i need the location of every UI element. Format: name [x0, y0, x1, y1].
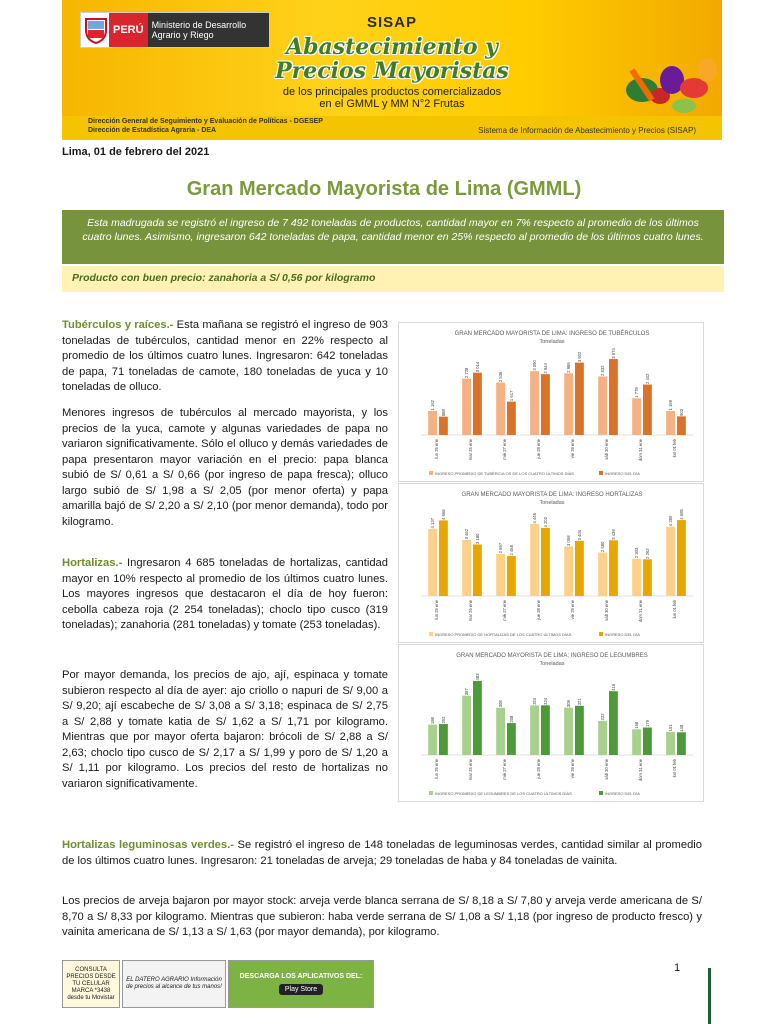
chart-data-label: 3 090: [532, 360, 538, 371]
chart-data-label: 151: [668, 724, 674, 732]
system-label: Sistema de Información de Abastecimiento y Precios (SISAP): [478, 126, 696, 135]
chart-data-label: 321: [576, 698, 582, 706]
chart-data-label: 308: [498, 700, 504, 708]
chart-category-label: dom 31 ene: [638, 759, 643, 782]
chart-category-label: mié 27 ene: [502, 439, 507, 460]
chart-bar: [428, 529, 437, 596]
chart-category-label: lun 01 feb: [672, 759, 677, 778]
sms-consult-ad[interactable]: CONSULTA PRECIOS DESDE TU CELULAR MARCA *3438 desde tu Movistar: [62, 960, 120, 1008]
chart-category-label: mar 26 ene: [468, 600, 473, 622]
chart-data-label: 2 303: [634, 547, 640, 559]
chart-data-label: 168: [634, 721, 640, 729]
vegetables-illustration: [612, 30, 722, 120]
chart-bar: [473, 373, 482, 435]
chart-bar: [507, 556, 516, 596]
chart-data-label: 2 468: [508, 545, 514, 556]
chart-bar: [428, 411, 437, 435]
chart-bar: [496, 383, 505, 435]
chart-data-label: 1 617: [508, 390, 514, 402]
chart-bar: [666, 527, 675, 596]
chart-data-label: 3 462: [464, 528, 470, 540]
chart-data-label: 888: [440, 409, 446, 417]
sisap-label: SISAP: [366, 14, 417, 31]
chart-bar: [564, 373, 573, 435]
chart-bar: [530, 524, 539, 596]
chart-bar: [666, 411, 675, 435]
chart-data-label: 2 680: [600, 541, 606, 553]
chart-legumbres: [398, 644, 704, 802]
chart-category-label: vie 29 ene: [570, 439, 575, 459]
chart-category-label: lun 25 ene: [434, 600, 439, 620]
chart-data-label: 2 944: [542, 363, 548, 374]
chart-title: GRAN MERCADO MAYORISTA DE LIMA: INGRESO DE TUBÉRCULOS: [454, 331, 650, 337]
intro-summary: Esta madrugada se registró el ingreso de 7 492 toneladas de productos, cantidad mayor en 7% respecto al promedio de los últimos cuatro lunes. Asimismo, ingresaron 642 toneladas de papa, cantidad menor en 25% respecto al promedio de los últimos cuatro lunes.: [62, 210, 724, 264]
chart-category-label: dom 31 ene: [638, 600, 643, 623]
chart-data-label: 2 536: [498, 371, 504, 383]
chart-bar: [609, 359, 618, 435]
chart-category-label: mié 27 ene: [502, 600, 507, 621]
chart-bar: [632, 559, 641, 596]
chart-bar: [575, 541, 584, 596]
chart-data-label: 3 674: [610, 348, 616, 359]
header-banner: [62, 0, 722, 140]
chart-data-label: 4 446: [532, 512, 538, 524]
peru-label: PERÚ: [109, 13, 148, 47]
chart-bar: [439, 724, 448, 755]
chart-bar: [598, 721, 607, 755]
tuberculos-prices-paragraph: Menores ingresos de tubérculos al mercado mayorista, y los precios de la yuca, camote y algunas variedades de papa no variaron significativamente. Sólo el olluco y demás variedades de papa presentaron mayor variación en el precio: papa blanca subió de S/ 0,61 a S/ 0,66 (por ingreso de papa fresca); olluco largo subió de S/ 1,98 a S/ 2,05 (por menor oferta) y papa amarilla bajó de S/ 2,20 a S/ 2,10 (por menor demanda), todo por kilogramo.: [62, 407, 388, 528]
app-download-ad[interactable]: [228, 960, 374, 1008]
chart-data-label: 324: [542, 697, 548, 705]
chart-bar: [598, 376, 607, 435]
legend-label: INGRESO PROMEDIO DE HORTALIZAS DE LOS CUATRO ÚLTIMOS DÍAS: [435, 632, 572, 637]
chart-bar: [632, 729, 641, 755]
chart-bar: [677, 732, 686, 755]
dgesep-label: Dirección General de Seguimiento y Evaluación de Políticas - DGESEP Dirección de Estadística Agraria - DEA: [88, 118, 323, 134]
chart-data-label: 202: [440, 716, 446, 724]
play-store-button[interactable]: Play Store: [279, 984, 323, 995]
chart-data-label: 2 597: [498, 542, 504, 554]
chart-data-label: 198: [430, 717, 436, 725]
chart-hortalizas: [398, 483, 704, 643]
chart-data-label: 1 162: [430, 400, 436, 411]
chart-bar: [632, 398, 641, 435]
chart-data-label: 903: [678, 408, 684, 416]
legend-swatch: [429, 632, 433, 636]
legend-label: INGRESO DEL DÍA: [605, 791, 640, 796]
legend-label: INGRESO PROMEDIO DE LEGUMBRES DE LOS CUATRO ÚLTIMOS DÍAS: [435, 791, 572, 796]
chart-bar: [439, 417, 448, 435]
hortalizas-prices-paragraph: Por mayor demanda, los precios de ajo, ají, espinaca y tomate subieron respecto al día de ayer: ajo criollo o napuri de S/ 9,00 a S/ 9,20; ají escabeche de S/ 3,08 a S/ 3,18; espinaca de S/ 2,75 a S/ 2,88 y tomate katia de S/ 1,62 a S/ 1,71 por kilogramo. Mientras que por mayor oferta bajaron: brócoli de S/ 2,88 a S/ 2,63; choclo tipo cusco de S/ 2,17 a S/ 1,99 y poro de S/ 1,20 a S/ 1,11 por kilogramo. Los precios del resto de hortalizas no variaron significativamente.: [62, 669, 388, 790]
chart-title: GRAN MERCADO MAYORISTA DE LIMA: INGRESO HORTALIZAS: [461, 492, 643, 498]
chart-category-label: vie 29 ene: [570, 759, 575, 779]
ministry-label: Ministerio de Desarrollo Agrario y Riego: [148, 13, 269, 47]
footer-ads: [62, 960, 374, 1008]
chart-bar: [677, 520, 686, 596]
chart-data-label: 3 014: [474, 361, 480, 373]
chart-bar: [643, 559, 652, 596]
chart-data-label: 387: [464, 688, 470, 696]
legend-swatch: [429, 791, 433, 795]
chart-bar: [473, 544, 482, 596]
chart-data-label: 4 685: [678, 509, 684, 520]
leguminosas-prices-paragraph: Los precios de arveja bajaron por mayor stock: arveja verde blanca serrana de S/ 8,18 a S/ 7,80 y arveja verde americana de S/ 8,70 a S/ 8,33 por kilogramo. Mientras que subieron: haba verde serrana de S/ 1,08 a S/ 1,18 (por ingreso de producto fresco) y vainita americana de S/ 1,13 a S/ 1,63 (por mayor demanda), por kilogramo.: [62, 895, 702, 938]
chart-data-label: 324: [532, 697, 538, 705]
chart-title: GRAN MERCADO MAYORISTA DE LIMA; INGRESO DE LEGUMBRES: [456, 653, 648, 659]
chart-bar: [564, 708, 573, 755]
chart-data-label: 4 280: [668, 515, 674, 527]
legend-swatch: [599, 471, 603, 475]
chart-data-label: 4 137: [430, 517, 436, 529]
chart-bar: [473, 681, 482, 755]
legend-swatch: [599, 632, 603, 636]
banner-title-line1: Abastecimiento y: [286, 34, 498, 60]
chart-bar: [507, 723, 516, 755]
chart-category-label: sáb 30 ene: [604, 439, 609, 460]
tuberculos-heading: Tubérculos y raíces.-: [62, 319, 174, 331]
chart-bar: [439, 520, 448, 596]
chart-category-label: lun 25 ene: [434, 759, 439, 779]
chart-category-label: sáb 30 ene: [604, 759, 609, 780]
chart-bar: [541, 705, 550, 755]
hortalizas-paragraph: Hortalizas.- Ingresaron 4 685 toneladas de hortalizas, cantidad mayor en 10% respecto al promedio de los últimos cuatro lunes. Los mayores ingresos que destacaron el día de hoy fueron: cebolla cabeza roja (2 254 toneladas); choclo tipo cusco (319 toneladas); zanahoria (281 toneladas) y tomate (253 toneladas).: [62, 557, 388, 631]
legend-swatch: [429, 471, 433, 475]
chart-bar: [496, 708, 505, 755]
chart-data-label: 3 439: [610, 529, 616, 540]
report-date: Lima, 01 de febrero del 2021: [62, 146, 210, 158]
chart-data-label: 483: [474, 673, 480, 681]
chart-bar: [541, 374, 550, 435]
legend-label: INGRESO DEL DÍA: [605, 632, 640, 637]
legend-swatch: [599, 791, 603, 795]
chart-data-label: 2 262: [644, 548, 650, 559]
chart-bar: [643, 728, 652, 755]
page-number: 1: [674, 962, 681, 974]
chart-data-label: 179: [644, 720, 650, 728]
chart-data-label: 3 404: [576, 529, 582, 541]
chart-category-label: mié 27 ene: [502, 759, 507, 780]
chart-category-label: jue 28 ene: [536, 759, 541, 779]
chart-data-label: 1 159: [668, 400, 674, 411]
banner-subtitle-2: en el GMML y MM N°2 Frutas: [319, 98, 465, 110]
chart-bar: [609, 540, 618, 596]
chart-data-label: 208: [508, 715, 514, 723]
chart-bar: [462, 696, 471, 755]
legend-label: INGRESO PROMEDIO DE TUBÉRCULOS DE LOS CUATRO ÚLTIMOS DÍAS: [435, 471, 574, 476]
chart-bar: [575, 363, 584, 435]
chart-bar: [462, 379, 471, 435]
chart-data-label: 2 832: [600, 365, 606, 376]
chart-data-label: 3 180: [474, 533, 480, 544]
chart-data-label: 1 779: [634, 387, 640, 398]
hortalizas-heading: Hortalizas.-: [62, 557, 123, 569]
chart-category-label: jue 28 ene: [536, 600, 541, 620]
chart-category-label: lun 01 feb: [672, 439, 677, 458]
legend-label: INGRESO DEL DÍA: [605, 471, 640, 476]
chart-bar: [428, 725, 437, 755]
chart-category-label: lun 25 ene: [434, 439, 439, 459]
chart-ylabel: Toneladas: [539, 339, 565, 345]
chart-data-label: 2 442: [644, 373, 650, 385]
chart-category-label: vie 29 ene: [570, 600, 575, 620]
chart-bar: [575, 706, 584, 755]
datero-ad[interactable]: EL DATERO AGRARIO Información de precios al alcance de tus manos!: [122, 960, 226, 1008]
chart-bar: [530, 705, 539, 755]
chart-ylabel: Toneladas: [539, 661, 565, 667]
chart-data-label: 2 728: [464, 367, 470, 379]
page-title: Gran Mercado Mayorista de Lima (GMML): [186, 178, 582, 200]
chart-category-label: mar 26 ene: [468, 439, 473, 461]
leguminosas-paragraph: Hortalizas leguminosas verdes.- Se registró el ingreso de 148 toneladas de leguminosas verdes, cantidad similar al promedio de los últimos cuatro lunes. Ingresaron: 21 toneladas de arveja; 29 toneladas de haba y 84 toneladas de vainita.: [62, 839, 703, 867]
chart-category-label: lun 01 feb: [672, 600, 677, 619]
chart-data-label: 3 502: [576, 351, 582, 363]
chart-bar: [643, 385, 652, 435]
chart-data-label: 4 668: [440, 509, 446, 520]
chart-data-label: 309: [566, 700, 572, 708]
chart-data-label: 2 986: [566, 362, 572, 373]
chart-data-label: 4 202: [542, 516, 548, 528]
side-accent-bar: [708, 968, 711, 1024]
chart-data-label: 222: [600, 713, 606, 721]
chart-category-label: dom 31 ene: [638, 439, 643, 462]
chart-bar: [677, 416, 686, 435]
chart-bar: [609, 691, 618, 755]
chart-bar: [564, 546, 573, 596]
chart-bar: [530, 371, 539, 435]
chart-category-label: sáb 30 ene: [604, 600, 609, 621]
chart-bar: [598, 553, 607, 596]
chart-bar: [462, 540, 471, 596]
chart-tuberculos: [398, 322, 704, 482]
chart-data-label: 148: [678, 724, 684, 732]
chart-ylabel: Toneladas: [539, 500, 565, 506]
chart-bar: [666, 732, 675, 755]
good-price-banner: Producto con buen precio: zanahoria a S/ 0,56 por kilogramo: [62, 266, 724, 292]
chart-data-label: 416: [610, 683, 616, 691]
tuberculos-paragraph: Tubérculos y raíces.- Esta mañana se registró el ingreso de 903 toneladas de tubérculos, cantidad menor en 22% respecto al promedio de los últimos cuatro lunes. Ingresaron: 642 toneladas de papa, 71 toneladas de camote, 180 toneladas de yuca y 10 toneladas de olluco.: [62, 319, 388, 393]
download-label: DESCARGA LOS APLICATIVOS DEL:: [239, 973, 363, 980]
chart-category-label: mar 26 ene: [468, 759, 473, 781]
banner-subtitle-1: de los principales productos comercializados: [282, 86, 502, 98]
chart-bar: [507, 402, 516, 435]
chart-data-label: 3 058: [566, 535, 572, 546]
banner-title-line2: Precios Mayoristas: [275, 58, 509, 84]
chart-bar: [496, 554, 505, 596]
chart-bar: [541, 528, 550, 596]
chart-category-label: jue 28 ene: [536, 439, 541, 459]
leguminosas-heading: Hortalizas leguminosas verdes.-: [62, 839, 234, 851]
